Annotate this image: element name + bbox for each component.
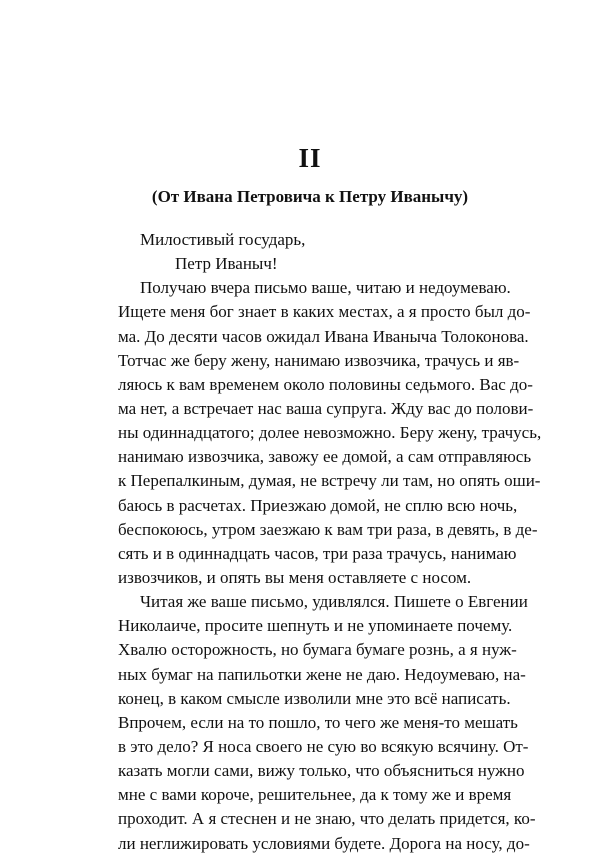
text-line: Впрочем, если на то пошло, то чего же меня-то мешать xyxy=(118,712,518,732)
text-line: Ищете меня бог знает в каких местах, а я просто был до- xyxy=(118,302,531,322)
text-line: ма нет, а встречает нас ваша супруга. Жду вас до полови- xyxy=(118,398,534,418)
text-line: Хвалю осторожность, но бумага бумаге рознь, а я нуж- xyxy=(118,640,517,660)
text-line: беспокоюсь, утром заезжаю к вам три раза, в девять, в де- xyxy=(118,519,538,539)
text-line: ли неглижировать условиями будете. Дорога на носу, до- xyxy=(118,833,530,853)
text-line: мне с вами короче, решительнее, да к тому же и время xyxy=(118,785,512,805)
text-line: ны одиннадцатого; долее невозможно. Беру жену, трачусь, xyxy=(118,423,542,443)
text-line: Получаю вчера письмо ваше, читаю и недоумеваю. xyxy=(140,278,511,298)
chapter-number: II xyxy=(298,143,322,173)
text-line: извозчиков, и опять вы меня оставляете с носом. xyxy=(118,567,472,587)
text-line: ляюсь к вам временем около половины седьмого. Вас до- xyxy=(118,374,533,394)
text-line: Читая же ваше письмо, удивлялся. Пишете о Евгении xyxy=(140,592,528,612)
text-line: Тотчас же беру жену, нанимаю извозчика, трачусь и яв- xyxy=(118,350,520,370)
salutation-line-2: Петр Иваныч! xyxy=(175,254,278,274)
text-line: казать могли сами, вижу только, что объясниться нужно xyxy=(118,761,525,781)
text-line: в это дело? Я носа своего не сую во всякую всячину. От- xyxy=(118,736,529,756)
text-line: ма. До десяти часов ожидал Ивана Иваныча Толоконова. xyxy=(118,326,529,346)
text-line: к Перепалкиным, думая, не встречу ли там, но опять оши- xyxy=(118,471,541,491)
letter-body xyxy=(118,228,542,856)
text-line: сять и в одиннадцать часов, три раза трачусь, нанимаю xyxy=(118,543,517,563)
text-line: конец, в каком смысле изволили мне это всё написать. xyxy=(118,688,511,708)
text-line: нанимаю извозчика, завожу ее домой, а сам отправляюсь xyxy=(118,447,532,467)
text-line: ных бумаг на папильотки жене не даю. Недоумеваю, на- xyxy=(118,664,526,684)
chapter-subtitle: (От Ивана Петровича к Петру Иванычу) xyxy=(151,187,469,206)
salutation-line-1: Милостивый государь, xyxy=(140,230,306,249)
text-line: баюсь в расчетах. Приезжаю домой, не сплю всю ночь, xyxy=(118,495,518,515)
text-line: Николаиче, просите шепнуть и не упоминаете почему. xyxy=(118,616,513,636)
text-line: проходит. А я стеснен и не знаю, что делать придется, ко- xyxy=(118,809,536,829)
